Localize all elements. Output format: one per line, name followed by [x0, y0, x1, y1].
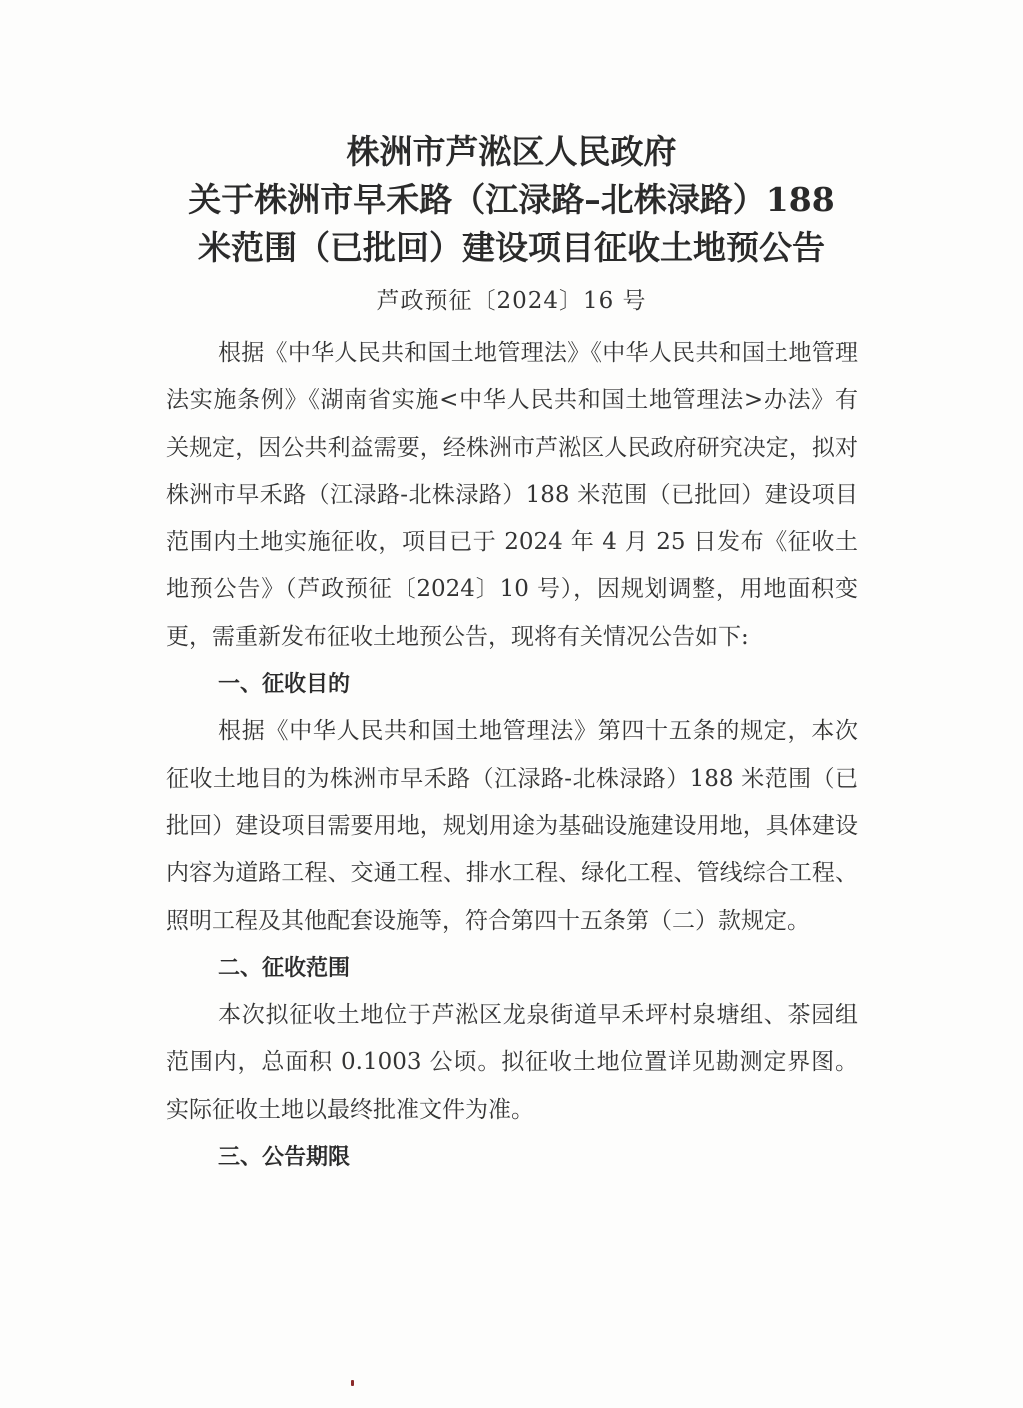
section-text-scope: 本次拟征收土地位于芦淞区龙泉街道早禾坪村泉塘组、茶园组范围内，总面积 0.1003 公顷。拟征收土地位置详见勘测定界图。实际征收土地以最终批准文件为准。	[166, 1002, 858, 1123]
section-heading-scope: 二、征收范围	[218, 955, 351, 981]
scan-speck	[351, 1380, 354, 1386]
document-number: 芦政预征〔2024〕16 号	[376, 288, 647, 314]
document-body	[166, 330, 858, 1181]
section-heading-period: 三、公告期限	[218, 1145, 351, 1171]
section-heading-purpose: 一、征收目的	[218, 672, 351, 698]
title-line-1: 株洲市芦淞区人民政府	[346, 132, 677, 171]
section-text-purpose: 根据《中华人民共和国土地管理法》第四十五条的规定，本次征收土地目的为株洲市早禾路（江渌路-北株渌路）188 米范围（已批回）建设项目需要用地，规划用途为基础设施建设用地，具体建设内容为道路工程、交通工程、排水工程、绿化工程、管线综合工程、照明工程及其他配套设施等，符合第四十五条第（二）款规定。	[166, 718, 858, 934]
document-title	[120, 128, 903, 272]
title-line-2: 关于株洲市早禾路（江渌路–北株渌路）188	[188, 180, 835, 219]
intro-paragraph: 根据《中华人民共和国土地管理法》《中华人民共和国土地管理法实施条例》《湖南省实施<中华人民共和国土地管理法>办法》有关规定，因公共利益需要，经株洲市芦淞区人民政府研究决定，拟对株洲市早禾路（江渌路-北株渌路）188 米范围（已批回）建设项目范围内土地实施征收，项目已于 2024 年 4 月 25 日发布《征收土地预公告》（芦政预征〔2024〕10 号），因规划调整，用地面积变更，需重新发布征收土地预公告，现将有关情况公告如下:	[166, 340, 858, 650]
title-line-3: 米范围（已批回）建设项目征收土地预公告	[198, 228, 825, 267]
